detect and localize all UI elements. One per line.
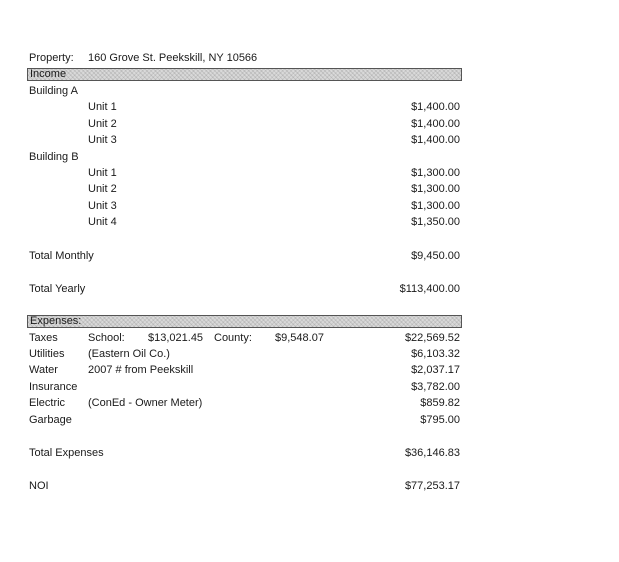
water-label: Water: [29, 364, 58, 376]
building-b-unit-3-label: Unit 3: [88, 200, 117, 212]
utilities-note: (Eastern Oil Co.): [88, 348, 170, 360]
building-b-unit-4-label: Unit 4: [88, 216, 117, 228]
building-b-unit-2-label: Unit 2: [88, 183, 117, 195]
building-b-unit-2-amount: $1,300.00: [411, 183, 460, 195]
building-b-unit-4-amount: $1,350.00: [411, 216, 460, 228]
taxes-school-label: School:: [88, 332, 125, 344]
total-monthly-amount: $9,450.00: [411, 250, 460, 262]
expenses-header: Expenses:: [30, 315, 82, 327]
noi-amount: $77,253.17: [404, 480, 460, 492]
electric-note: (ConEd - Owner Meter): [88, 397, 203, 409]
building-b-unit-1-label: Unit 1: [88, 167, 117, 179]
electric-amount: $859.82: [420, 397, 460, 409]
building-b-unit-1-amount: $1,300.00: [411, 167, 460, 179]
insurance-label: Insurance: [29, 381, 78, 393]
noi-label: NOI: [29, 480, 49, 492]
property-address: 160 Grove St. Peekskill, NY 10566: [88, 52, 258, 64]
garbage-label: Garbage: [29, 414, 72, 426]
total-yearly-amount: $113,400.00: [399, 283, 460, 295]
total-expenses-amount: $36,146.83: [404, 447, 460, 459]
building-a-label: Building A: [29, 85, 78, 97]
building-b-unit-3-amount: $1,300.00: [411, 200, 460, 212]
water-note: 2007 # from Peekskill: [88, 364, 194, 376]
building-a-unit-2-label: Unit 2: [88, 118, 117, 130]
utilities-label: Utilities: [29, 348, 65, 360]
total-expenses-label: Total Expenses: [29, 447, 104, 459]
electric-label: Electric: [29, 397, 66, 409]
taxes-label: Taxes: [29, 332, 58, 344]
taxes-school-amount: $13,021.45: [148, 332, 204, 344]
insurance-amount: $3,782.00: [411, 381, 460, 393]
building-a-unit-1-label: Unit 1: [88, 101, 117, 113]
garbage-amount: $795.00: [420, 414, 460, 426]
expenses-header-band: [27, 315, 462, 328]
total-monthly-label: Total Monthly: [29, 250, 94, 262]
building-a-unit-1-amount: $1,400.00: [411, 101, 460, 113]
building-a-unit-2-amount: $1,400.00: [411, 118, 460, 130]
building-b-label: Building B: [29, 151, 79, 163]
utilities-amount: $6,103.32: [411, 348, 460, 360]
building-a-unit-3-amount: $1,400.00: [411, 134, 460, 146]
taxes-county-label: County:: [214, 332, 252, 344]
income-header-band: [27, 68, 462, 81]
taxes-county-amount: $9,548.07: [275, 332, 324, 344]
property-label: Property:: [29, 52, 74, 64]
water-amount: $2,037.17: [411, 364, 460, 376]
income-header: Income: [30, 68, 67, 80]
taxes-amount: $22,569.52: [404, 332, 460, 344]
building-a-unit-3-label: Unit 3: [88, 134, 117, 146]
total-yearly-label: Total Yearly: [29, 283, 86, 295]
